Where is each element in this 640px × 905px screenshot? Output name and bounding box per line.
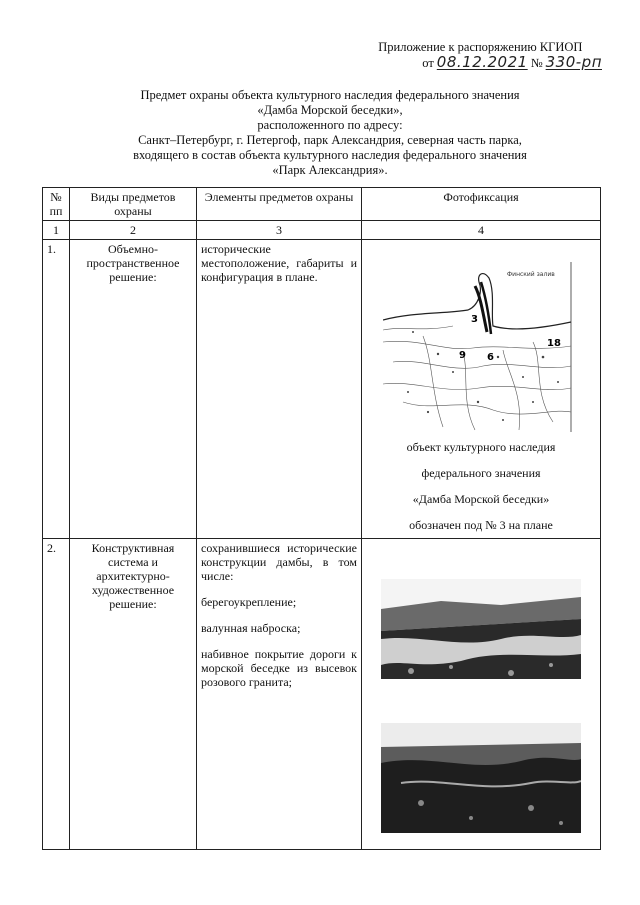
row-kind: Конструктивная система и архитектурно-художественное решение: — [70, 539, 197, 850]
caption-line: «Дамба Морской беседки» — [412, 492, 550, 506]
title-line-1: Предмет охраны объекта культурного наследия федерального значения — [140, 88, 520, 102]
caption-line: федерального значения — [421, 466, 541, 480]
row-elements — [197, 240, 362, 539]
table-header-row — [43, 188, 601, 221]
title-line-4: Санкт–Петербург, г. Петергоф, парк Александрия, северная часть парка, — [138, 133, 522, 147]
row-number: 1. — [43, 240, 70, 539]
handwritten-number: 330-рп — [545, 53, 602, 71]
dam-photo-1 — [381, 579, 581, 679]
table-row — [43, 240, 601, 539]
handwritten-date: 08.12.2021 — [436, 53, 528, 71]
header-kind: Виды предметов охраны — [70, 188, 197, 221]
header-elements: Элементы предметов охраны — [197, 188, 362, 221]
element-item: валунная наброска; — [201, 621, 301, 635]
colnum-2: 2 — [70, 221, 197, 240]
colnum-1: 1 — [43, 221, 70, 240]
row-elements — [197, 539, 362, 850]
dam-photo-2 — [381, 723, 581, 833]
table-row — [43, 539, 601, 850]
photo-cell — [362, 539, 601, 850]
column-number-row — [43, 221, 601, 240]
map-top-text: Финский залив — [507, 271, 555, 278]
appendix-date-line — [422, 55, 602, 71]
site-plan-map — [383, 262, 579, 432]
row-kind: Объемно-пространственное решение: — [70, 240, 197, 539]
element-item: набивное покрытие дороги к морской беседке из высевок розового гранита; — [201, 647, 357, 689]
header-photo: Фотофиксация — [362, 188, 601, 221]
appendix-header — [378, 40, 602, 71]
photo-cell — [362, 240, 601, 539]
title-line-6: «Парк Александрия». — [272, 163, 388, 177]
colnum-4: 4 — [362, 221, 601, 240]
number-sign: № — [530, 56, 543, 70]
caption-line: объект культурного наследия — [406, 440, 556, 454]
element-item: сохранившиеся исторические конструкции дамбы, в том числе: — [201, 541, 357, 583]
from-label: от — [422, 56, 434, 70]
caption-line: обозначен под № 3 на плане — [409, 518, 553, 532]
appendix-line: Приложение к распоряжению КГИОП — [378, 40, 583, 54]
header-number: № пп — [43, 188, 70, 221]
title-line-3: расположенного по адресу: — [257, 118, 403, 132]
title-line-2: «Дамба Морской беседки», — [257, 103, 403, 117]
map-label-18: 18 — [547, 338, 561, 349]
map-caption — [362, 434, 600, 538]
map-label-6: 6 — [487, 352, 494, 363]
colnum-3: 3 — [197, 221, 362, 240]
element-item: исторические местоположение, габариты и конфигурация в плане. — [201, 242, 357, 284]
element-item: берегоукрепление; — [201, 595, 297, 609]
map-label-9: 9 — [459, 350, 466, 361]
row-number: 2. — [43, 539, 70, 850]
document-title — [60, 88, 600, 178]
protection-table — [42, 187, 601, 850]
title-line-5: входящего в состав объекта культурного наследия федерального значения — [133, 148, 527, 162]
map-label-3: 3 — [471, 314, 478, 325]
